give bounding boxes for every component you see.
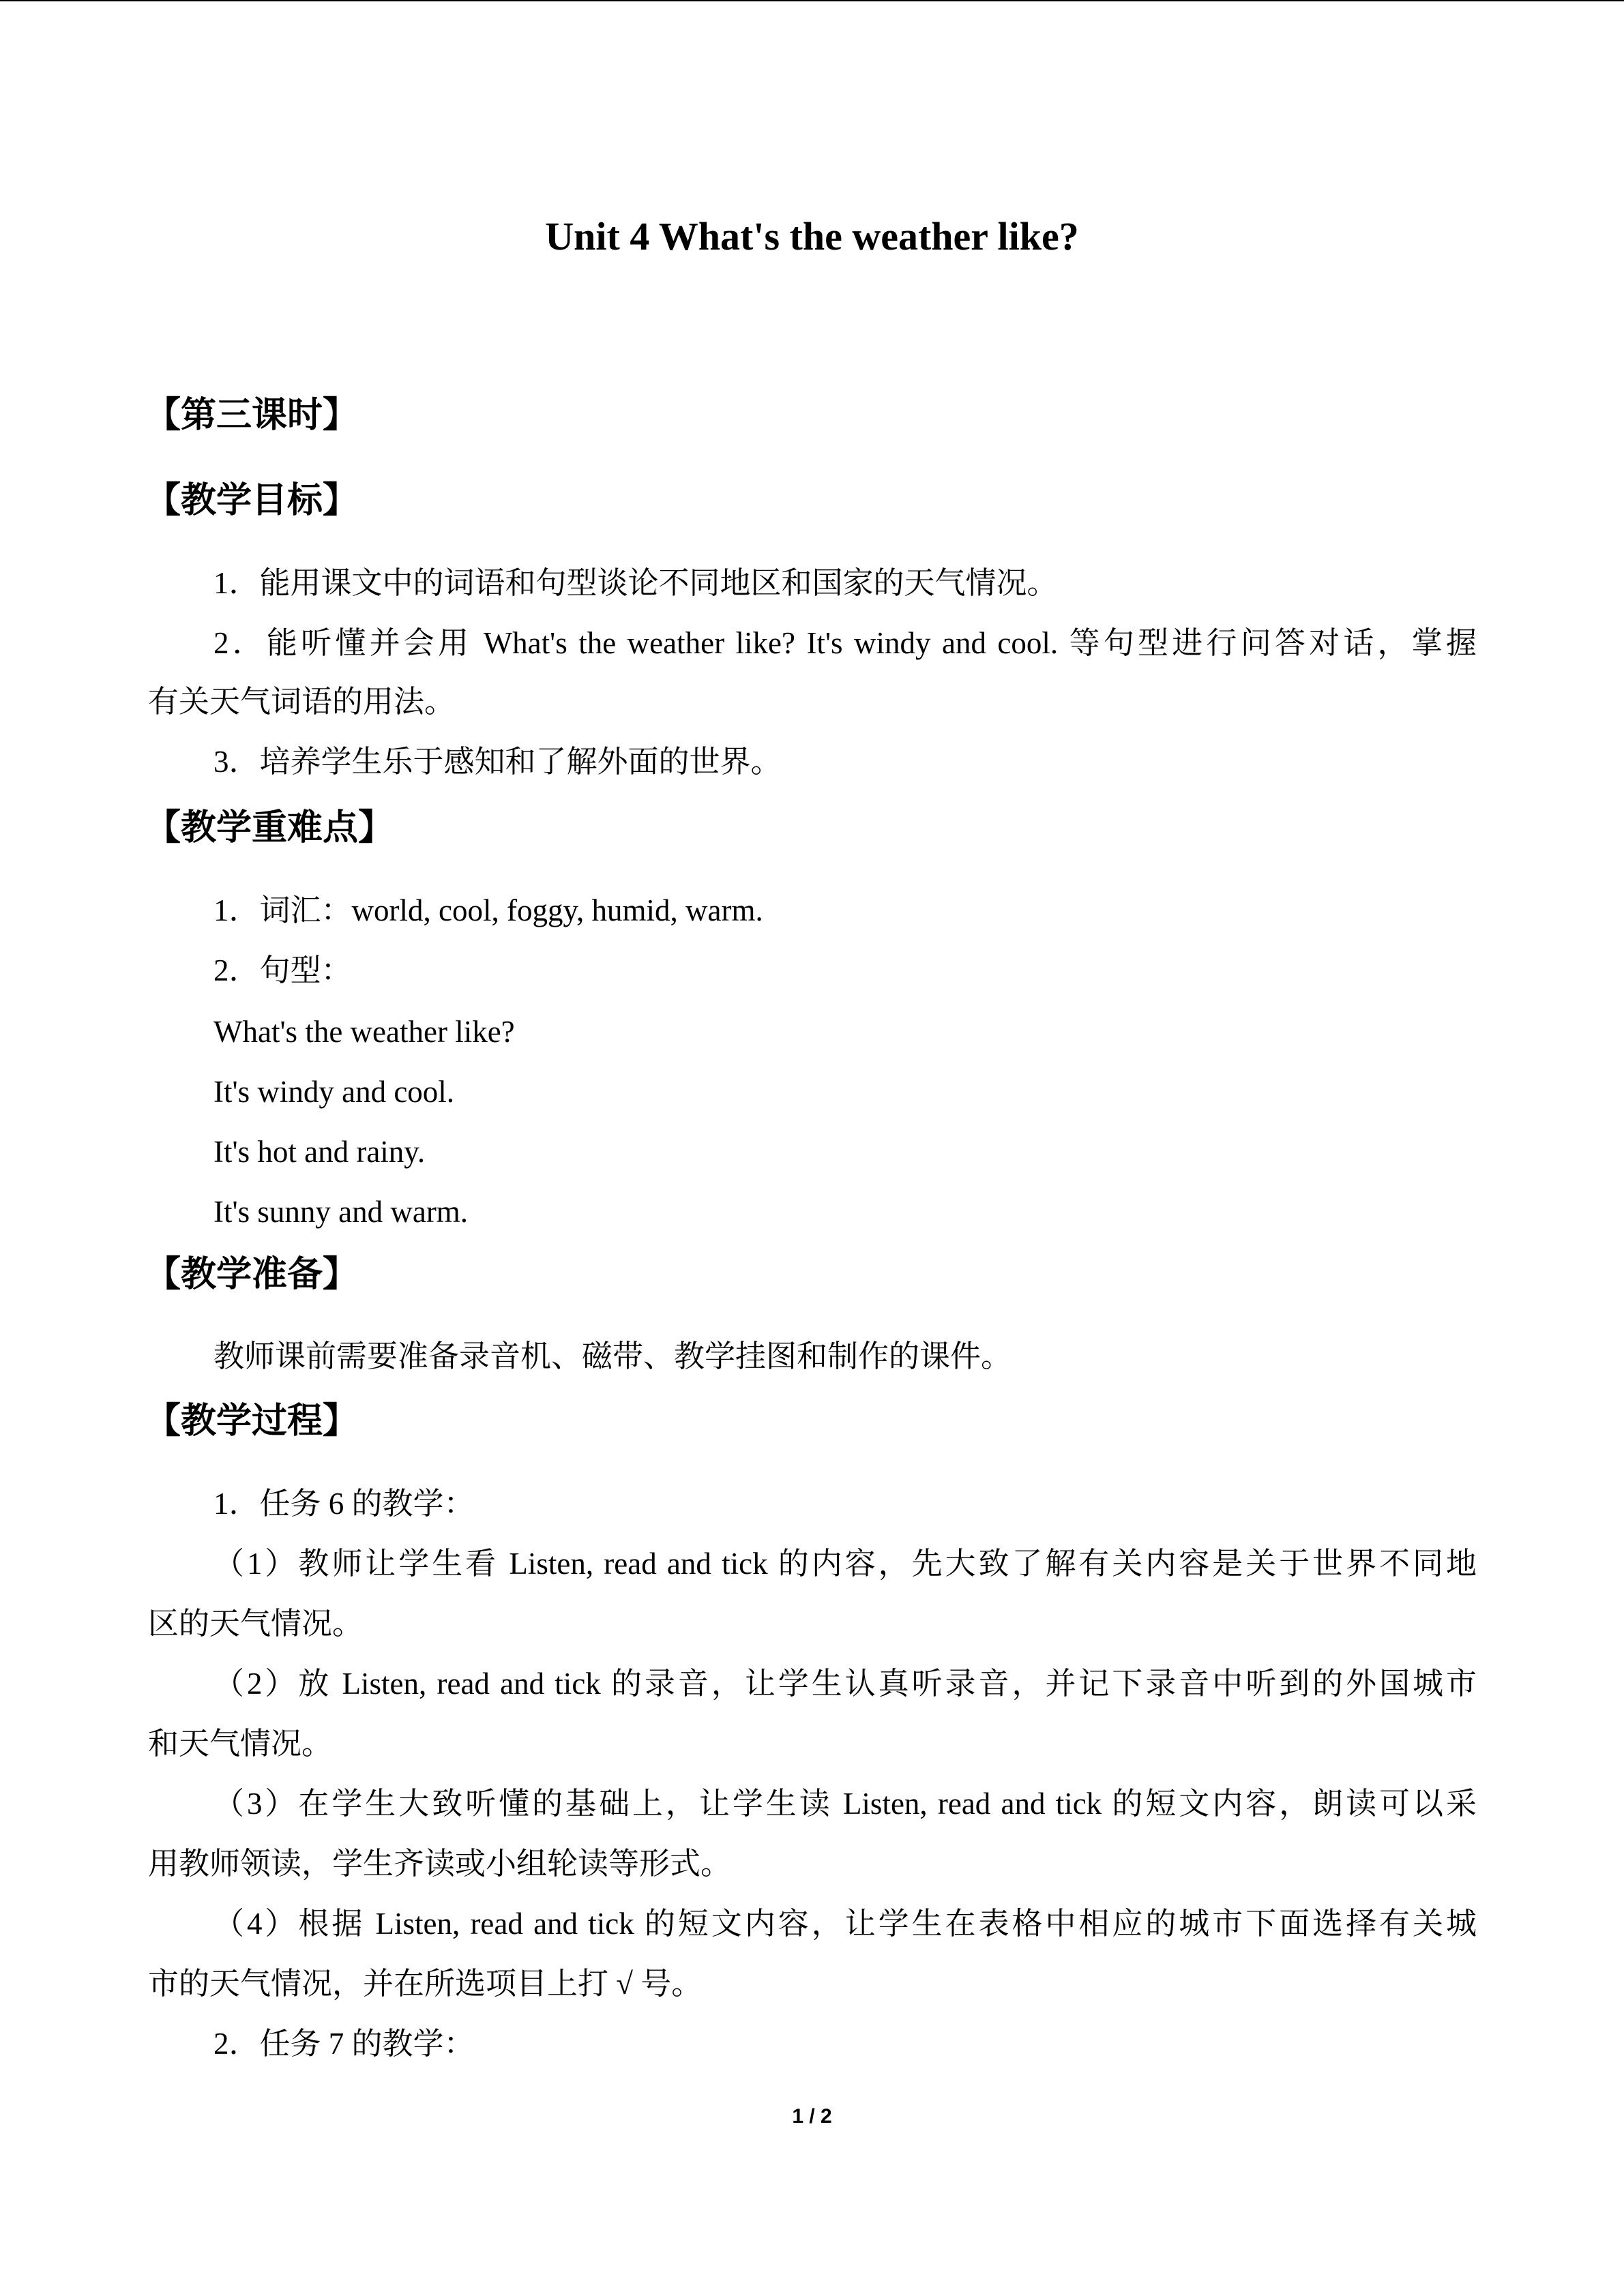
objective-item-2-cont: 有关天气词语的用法。	[148, 685, 456, 719]
page-number: 1 / 2	[792, 2105, 832, 2128]
heading-objectives: 【教学目标】	[145, 480, 359, 521]
sentence-pattern-3: It's hot and rainy.	[213, 1135, 426, 1169]
preparation-text: 教师课前需要准备录音机、磁带、教学挂图和制作的课件。	[213, 1339, 1012, 1373]
process-step-1-cont: 区的天气情况。	[148, 1607, 364, 1641]
process-task-6: 1．任务 6 的教学：	[213, 1487, 475, 1521]
process-step-2-cont: 和天气情况。	[148, 1727, 333, 1761]
key-point-vocab: 1．词汇：world, cool, foggy, humid, warm.	[213, 893, 763, 927]
sentence-pattern-4: It's sunny and warm.	[213, 1195, 469, 1229]
sentence-pattern-2: It's windy and cool.	[213, 1075, 455, 1109]
process-step-2: （2）放 Listen, read and tick 的录音，让学生认真听录音，并记下录音中听到的外国城市	[213, 1667, 1477, 1701]
process-task-7: 2．任务 7 的教学：	[213, 2027, 475, 2061]
document-title: Unit 4 What's the weather like?	[545, 214, 1079, 258]
heading-preparation: 【教学准备】	[145, 1254, 359, 1295]
sentence-pattern-1: What's the weather like?	[213, 1015, 515, 1049]
objective-item-1: 1．能用课文中的词语和句型谈论不同地区和国家的天气情况。	[213, 566, 1058, 600]
process-step-3-cont: 用教师领读，学生齐读或小组轮读等形式。	[148, 1847, 732, 1881]
heading-process: 【教学过程】	[145, 1401, 359, 1442]
process-step-4-cont: 市的天气情况，并在所选项目上打 √ 号。	[148, 1967, 703, 2001]
key-point-sentences-label: 2．句型：	[213, 953, 352, 987]
process-step-1: （1）教师让学生看 Listen, read and tick 的内容，先大致了解有关内容是关于世界不同地	[213, 1547, 1477, 1581]
objective-item-3: 3．培养学生乐于感知和了解外面的世界。	[213, 745, 782, 779]
process-step-3: （3）在学生大致听懂的基础上，让学生读 Listen, read and tick 的短文内容，朗读可以采	[213, 1787, 1477, 1821]
process-step-4: （4）根据 Listen, read and tick 的短文内容，让学生在表格中相应的城市下面选择有关城	[213, 1907, 1477, 1941]
heading-lesson: 【第三课时】	[145, 395, 359, 436]
heading-key-points: 【教学重难点】	[145, 807, 394, 848]
objective-item-2: 2．能听懂并会用 What's the weather like? It's windy and cool. 等句型进行问答对话，掌握	[213, 626, 1477, 660]
